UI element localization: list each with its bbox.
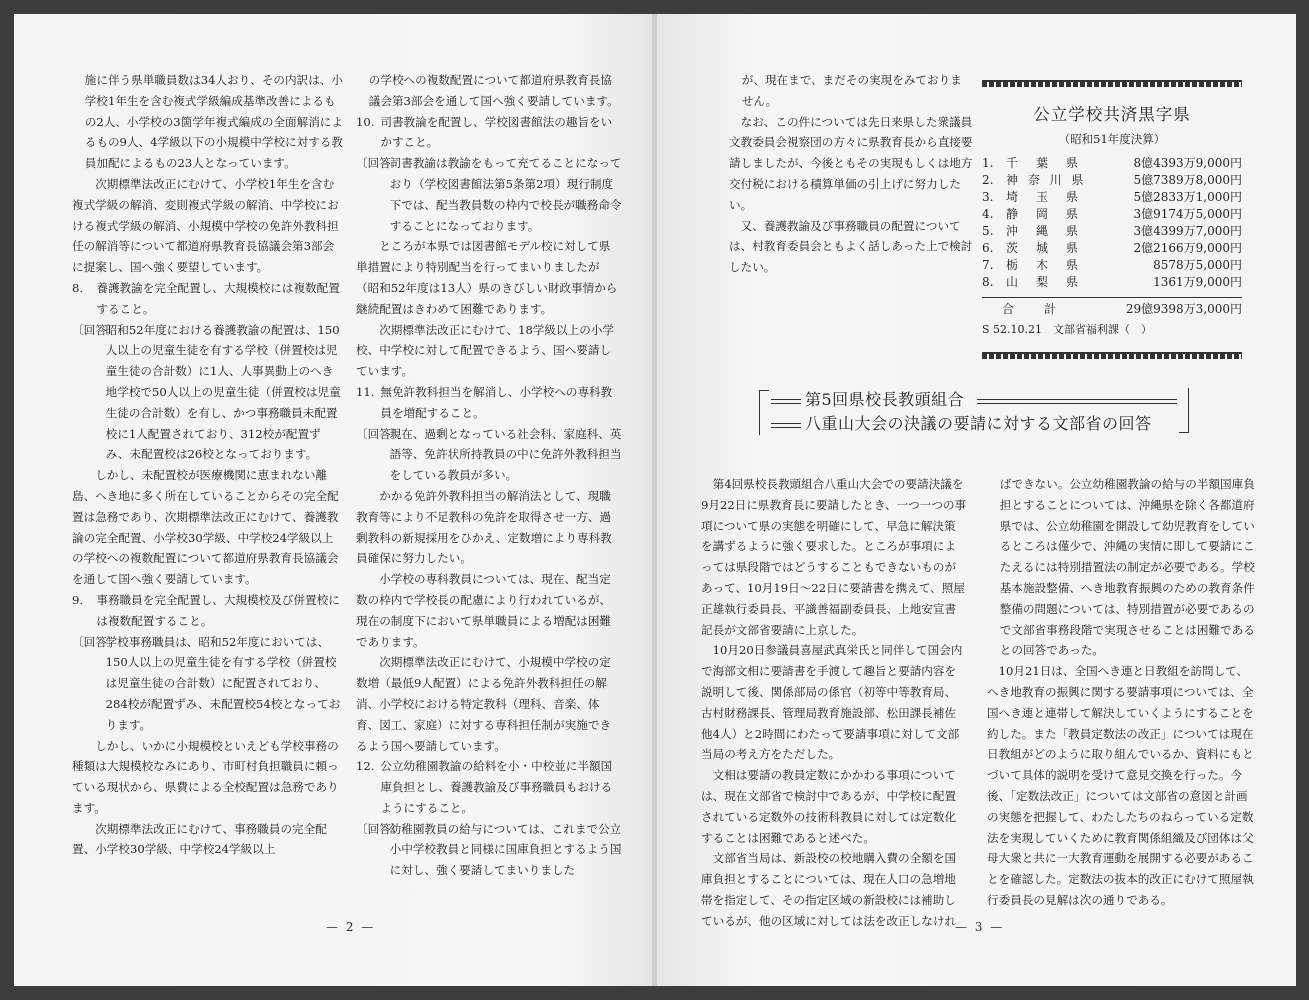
ranking-row xyxy=(982,274,1242,291)
page-number-left: — 2 — xyxy=(326,920,376,934)
ranking-row xyxy=(982,257,1242,274)
prefecture-name: 静 岡 県 xyxy=(1006,207,1082,221)
paragraph: 10月20日参議員喜屋武真栄氏と同伴して国会内で海部文相に要請書を手渡して趣旨と要請内容を説明して後、関係部局の係官（初等中等教育局、古村財務課長、管理局教育施設部、松田課長補佐他4人）と2時間にわたって要請事項に対して文部当局の考え方をただした。 xyxy=(701,643,963,762)
item-number: 12. xyxy=(356,759,375,774)
answer-paragraph xyxy=(356,153,622,236)
numbered-item xyxy=(72,590,344,632)
paragraph-text: 司書教諭は教諭をもって充てることになっており（学校図書館法第5条第2項）現行制度下では、配当教員数の枠内で校長が職務命令することになっております。 xyxy=(389,156,622,233)
paragraph: 次期標準法改正にむけて、小学校1年生を含む複式学級の解消、変則複式学級の解消、中学校における複式学級の解消、小規模中学校の免許外教科担任の解消等について都道府県教育長協議会第3部会に提案し、国へ強く要望しています。 xyxy=(72,176,339,275)
booklet-spread xyxy=(14,14,1296,986)
left-column-1 xyxy=(72,70,344,860)
rank-number: 8. xyxy=(982,275,994,289)
rank-number: 2. xyxy=(982,173,994,187)
item-number: 8. xyxy=(72,280,84,295)
rank-number: 4. xyxy=(982,207,994,221)
headline-rule xyxy=(977,399,1177,404)
paragraph: 次期標準法改正にむけて、18学級以上の小学校、中学校に対して配置できるよう、国へ要請しています。 xyxy=(356,322,614,379)
box-title: 公立学校共済黒字県 xyxy=(1033,105,1191,124)
paragraph: ところが本県では図書館モデル校に対して県単措置により特別配当を行ってまいりましたが（昭和52年度は13人）県のきびしい財政事情から継続配置はきわめて困難であります。 xyxy=(356,239,618,316)
paragraph: 次期標準法改正にむけて、小規模中学校の定数増（最低9人配置）による免許外教科担任の解消、小学校における特定教科（理科、音楽、体育、図工、家庭）に対する専科担任制が実施できるよう国へ要請しています。 xyxy=(356,655,612,753)
paragraph-text: 昭和52年度における養護教諭の配置は、150人以上の児童生徒を有する学校（併置校は児童生徒の合計数）に1人、人事異動上のへき地学校で50人以上の児童生徒（併置校は児童生徒の合計数）を有し、かつ事務職員未配置校に1人配置されており、312校が配置ずみ、未配置校は26校となっております。 xyxy=(105,322,341,462)
paragraph: かかる免許外教科担当の解消法として、現職教育等により不足教科の免許を取得させ一方、過剰教科の新規採用をひかえ、定数増により専科教員確保に努力したい。 xyxy=(356,488,612,566)
paragraph: 次期標準法改正にむけて、事務職員の完全配置、小学校30学級、中学校24学級以上 xyxy=(72,821,327,857)
paragraph-text: 無免許教科担当を解消し、小学校への専科教員を増配すること。 xyxy=(380,384,613,420)
page-number-right: — 3 — xyxy=(955,920,1005,934)
rank-number: 5. xyxy=(982,224,994,238)
paragraph: 第4回県校長教頭組合八重山大会での要請決議を9月22日に県教育長に要請したとき、一つ一つの事項について県の実態を明確にして、早急に解決策を講ずるように強く要求した。ところが事項によっては県段階ではどうすることもできないものがあって、10月19日〜22日に要請書を携えて、照屋正雄執行委員長、平識善福副委員長、上地安宣書記長が文部省要請に上京した。 xyxy=(701,477,967,637)
numbered-item xyxy=(356,382,622,424)
item-number: 11. xyxy=(356,384,375,399)
surplus-amount: 5億2833万1,000円 xyxy=(1133,190,1242,204)
total-row xyxy=(982,297,1242,318)
paragraph-text: 学校事務職員は、昭和52年度においては、150人以上の児童生徒を有する学校（併置校は児童生徒の合計数）に配置されており、284校が配置ずみ、未配置校54校となっております。 xyxy=(105,634,341,732)
prefecture-name: 神 奈 川 県 xyxy=(1006,173,1087,187)
box-source: S 52.10.21 文部省福利課（ ） xyxy=(982,323,1153,336)
headline-text-2: 八重山大会の決議の要請に対する文部省の回答 xyxy=(805,414,1152,433)
paragraph: しかし、いかに小規模校といえども学校事務の種類は大規模校なみにあり、市町村負担職員に頼っている現状から、県費による全校配置は急務であります。 xyxy=(72,738,339,815)
article-headline xyxy=(759,388,1189,436)
headline-line-1 xyxy=(759,388,1189,412)
paragraph: なお、この件については先日来県した衆議員文教委員会視察団の方々に県教育長から直接要請しましたが、今後ともその実現もしくは地方交付税における積算単価の引上げに努力したい。 xyxy=(729,114,973,212)
answer-paragraph xyxy=(356,424,622,486)
ranking-row xyxy=(982,172,1242,189)
numbered-item xyxy=(356,756,622,818)
rank-number: 6. xyxy=(982,241,994,255)
total-label: 合計 xyxy=(1002,302,1087,316)
item-number: 10. xyxy=(356,114,375,129)
rank-number: 1. xyxy=(982,156,994,170)
paragraph: の学校への複数配置について都道府県教育長協議会第3部会を通して国へ強く要請しています。 xyxy=(368,73,619,108)
ranking-row xyxy=(982,206,1242,223)
prefecture-name: 栃 木 県 xyxy=(1006,258,1082,272)
answer-label: 〔回答〕 xyxy=(356,426,403,441)
prefecture-name: 埼 玉 県 xyxy=(1006,190,1082,204)
answer-label: 〔回答〕 xyxy=(72,322,119,337)
ranking-row xyxy=(982,223,1242,240)
headline-line-2 xyxy=(759,412,1189,436)
prefecture-name: 千 葉 県 xyxy=(1006,156,1082,170)
surplus-amount: 8億4393万9,000円 xyxy=(1133,156,1242,170)
surplus-amount: 3億4399万7,000円 xyxy=(1133,224,1242,238)
surplus-amount: 5億7389万8,000円 xyxy=(1133,173,1242,187)
paragraph: 小学校の専科教員については、現在、配当定数の枠内で学校長の配慮により行われているが、現在の制度下において県単職員による増配は困難であります。 xyxy=(356,572,612,649)
paragraph: 文相は要請の教員定数にかかわる事項については、現在文部省で検討中であるが、中学校に配置されている定数外の技術科教員に対しては定数化することは困難であると述べた。 xyxy=(701,768,957,845)
answer-label: 〔回答〕 xyxy=(356,821,403,836)
paragraph: しかし、未配置校が医療機関に恵まれない離島、へき地に多く所在していることからその完全配置は急務であり、次期標準法改正にむけて、養護教論の完全配置、小学校30学級、中学校24学級以上の学校への複数配置について都道府県教育長協議会を通して国へ強く要請しています。 xyxy=(72,468,339,587)
surplus-prefectures-box xyxy=(982,80,1242,359)
answer-paragraph xyxy=(356,819,622,881)
answer-paragraph xyxy=(72,320,344,466)
surplus-amount: 2億2166万9,000円 xyxy=(1133,241,1242,255)
paragraph: 施に伴う県単職員数は34人おり、その内訳は、小学校1年生を含む複式学級編成基準改善によるもの2人、小学校の3箇学年複式編成の全面解消によるもの9人、4学級以下の小規模中学校に対する教員加配によるもの23人となっています。 xyxy=(84,73,343,171)
item-number: 9. xyxy=(72,592,84,607)
box-subtitle: （昭和51年度決算） xyxy=(1058,132,1166,146)
paragraph: 文部省当局は、新設校の校地購入費の全額を国庫負担とすることについては、現在人口の急増地帯を指定して、その指定区域の新設校には補助しているが、他の区域に対しては法を改正しなけれ xyxy=(701,851,957,928)
surplus-amount: 3億9174万5,000円 xyxy=(1133,207,1242,221)
box-top-rule xyxy=(982,80,1242,87)
paragraph: 又、養護教諭及び事務職員の配置については、村教育委員会ともよく話しあった上で検討したい。 xyxy=(729,218,973,275)
paragraph-text: 養護教諭を完全配置し、大規模校には複数配置すること。 xyxy=(96,280,340,316)
paragraph: 10月21日は、全国へき連と日教組を訪問して、へき地教育の振興に関する要請事項については、全国へき連と連帯して解決していくようにすることを約した。また「教員定数法の改正」については現在日教組がどのように取り組んでいるか、資料にもとづいて具体的説明を受けて意見交換を行った。今後、「定数法改正」については文部省の意図と計画の実態を把握して、わたしたちのねらっている定数法を実現していくために教育関係組織及び団体は父母大衆と共に一大教育運動を展開する必要があることを確認した。定数法の抜本的改正にむけて照屋執行委員長の見解は次の通りである。 xyxy=(987,664,1254,907)
paragraph: が、現在まで、まだその実現をみておりません。 xyxy=(741,73,962,108)
right-column-1 xyxy=(701,474,967,932)
prefecture-name: 山 梨 県 xyxy=(1006,275,1082,289)
ranking-row xyxy=(982,189,1242,206)
right-top-text xyxy=(729,70,973,278)
headline-rule xyxy=(771,423,801,428)
ranking-list xyxy=(982,155,1242,291)
rank-number: 7. xyxy=(982,258,994,272)
paragraph-text: 公立幼稚園教諭の給料を小・中校並に半額国庫負担とし、養護教諭及び事務職員もおけるようにすること。 xyxy=(380,759,613,815)
paragraph-text: 現在、過剰となっている社会科、家庭科、英語等、免許状所持教員の中に免許外教科担当をしている教員が多い。 xyxy=(389,426,622,483)
prefecture-name: 沖 縄 県 xyxy=(1006,224,1082,238)
numbered-item xyxy=(72,278,344,320)
total-amount: 29億9398万3,000円 xyxy=(1125,302,1242,316)
paragraph-text: 幼稚園教員の給与については、これまで公立小中学校教員と同様に国庫負担とするよう国に対し、強く要請してまいりました xyxy=(389,821,622,878)
surplus-amount: 8578万5,000円 xyxy=(1153,258,1242,272)
headline-rule xyxy=(771,399,801,404)
ranking-row xyxy=(982,240,1242,257)
answer-paragraph xyxy=(72,632,344,736)
box-bottom-rule xyxy=(982,352,1242,359)
headline-text-1: 第5回県校長教頭組合 xyxy=(805,390,965,409)
page-right xyxy=(657,14,1296,986)
numbered-item xyxy=(356,112,622,154)
surplus-amount: 1361万9,000円 xyxy=(1153,275,1242,289)
rank-number: 3. xyxy=(982,190,994,204)
ranking-row xyxy=(982,155,1242,172)
paragraph: ばできない。公立幼稚園教論の給与の半額国庫負担とすることについては、沖縄県を除く各都道府県では、公立幼稚園を開設して幼児教育をしているところは僅少で、沖縄の実情に即して要請にこたえるには特別措置法の制定が必要である。学校基本施設整備、へき地教育振興のための教育条件整備の問題については、特別措置が必要であるので文部省事務段階で実現させることは困難であるとの回答であった。 xyxy=(999,477,1255,658)
left-column-2 xyxy=(356,70,622,881)
paragraph-text: 司書教論を配置し、学校図書館法の趣旨をいかすこと。 xyxy=(380,114,613,150)
prefecture-name: 茨 城 県 xyxy=(1006,241,1082,255)
answer-label: 〔回答〕 xyxy=(72,634,119,649)
answer-label: 〔回答〕 xyxy=(356,156,403,171)
page-left xyxy=(14,14,652,986)
right-column-2 xyxy=(987,474,1255,911)
paragraph-text: 事務職員を完全配置し、大規模校及び併置校には複数配置すること。 xyxy=(96,592,340,628)
